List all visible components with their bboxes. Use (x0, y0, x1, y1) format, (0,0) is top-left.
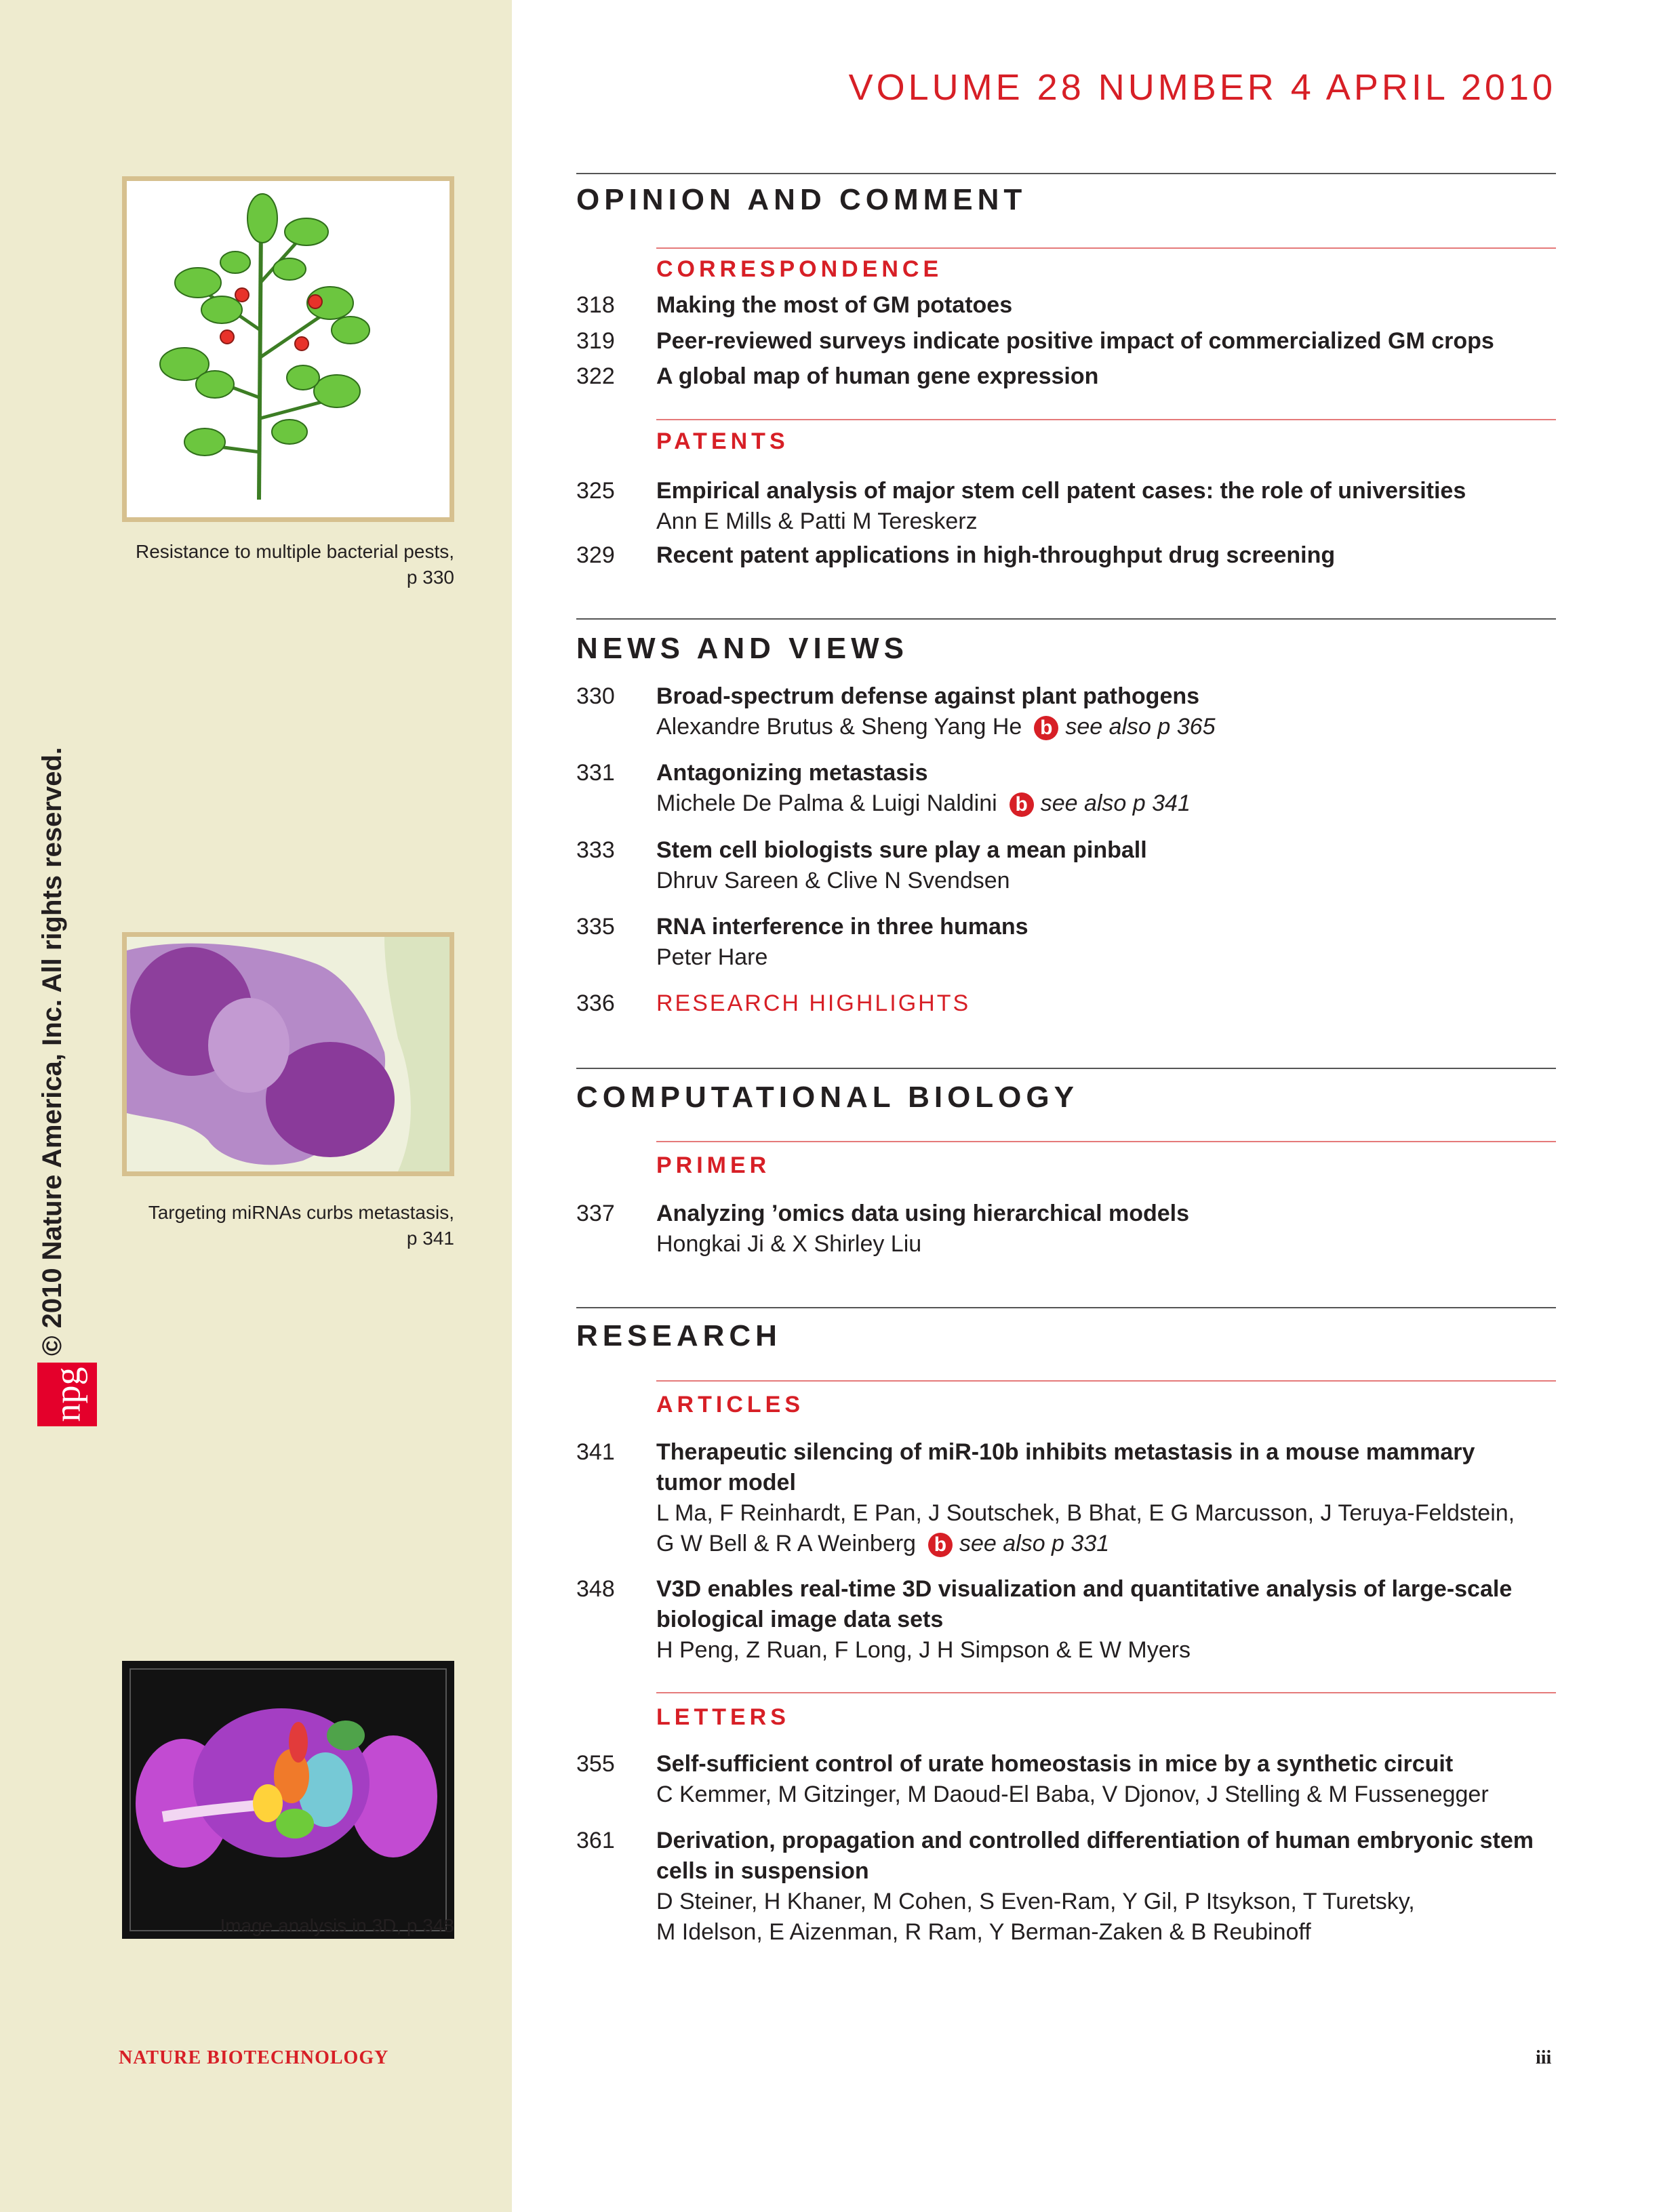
toc-entry[interactable] (576, 476, 1556, 537)
entry-page: 322 (576, 363, 615, 389)
entry-title: Empirical analysis of major stem cell patent cases: the role of universities (656, 478, 1466, 504)
toc-entry[interactable] (576, 361, 1556, 392)
entry-title: A global map of human gene expression (656, 363, 1099, 389)
toc-entry[interactable] (576, 912, 1556, 973)
toc-entry[interactable] (576, 540, 1556, 571)
subsection-title-articles: ARTICLES (656, 1392, 804, 1417)
entry-authors: Michele De Palma & Luigi Naldini (656, 790, 997, 816)
toc-entry[interactable] (576, 1199, 1556, 1260)
npg-logo-text: npg (47, 1367, 87, 1422)
entry-title: Recent patent applications in high-throughput drug screening (656, 542, 1336, 568)
subsection-title-primer: PRIMER (656, 1152, 771, 1178)
toc-entry[interactable] (576, 1749, 1556, 1810)
toc-entry[interactable] (576, 758, 1556, 819)
entry-title: Derivation, propagation and controlled differentiation of human embryonic stem (656, 1828, 1534, 1853)
entry-authors: D Steiner, H Khaner, M Cohen, S Even-Ram, Y Gil, P Itsykson, T Turetsky, (656, 1889, 1415, 1914)
subsection-title-letters: LETTERS (656, 1704, 790, 1730)
see-also-badge-icon: b (1034, 716, 1058, 740)
entry-title: V3D enables real-time 3D visualization and quantitative analysis of large-scale (656, 1576, 1513, 1602)
toc-entry[interactable] (576, 326, 1556, 357)
entry-page: 335 (576, 914, 615, 940)
see-also-badge-icon: b (928, 1533, 953, 1557)
entry-page: 333 (576, 837, 615, 863)
entry-page: 355 (576, 1751, 615, 1777)
see-also-badge-icon: b (1010, 792, 1034, 817)
entry-title: Making the most of GM potatoes (656, 292, 1013, 318)
section-title-news: NEWS AND VIEWS (576, 632, 908, 665)
figure-caption-1 (102, 539, 454, 590)
entry-page: 331 (576, 760, 615, 786)
entry-page: 337 (576, 1201, 615, 1226)
subsection-divider (656, 419, 1556, 420)
entry-page: 319 (576, 328, 615, 354)
entry-page: 341 (576, 1439, 615, 1465)
section-title-opinion: OPINION AND COMMENT (576, 183, 1027, 216)
entry-authors: Peter Hare (656, 944, 768, 970)
entry-page: 325 (576, 478, 615, 504)
subsection-divider (656, 1380, 1556, 1382)
see-also-link[interactable]: see also p 341 (1040, 790, 1191, 816)
plant-figure (122, 176, 454, 522)
brain-3d-figure (122, 1661, 454, 1939)
section-divider (576, 618, 1556, 620)
toc-entry[interactable] (576, 988, 1556, 1019)
entry-title: Antagonizing metastasis (656, 760, 928, 786)
entry-title: tumor model (656, 1470, 796, 1495)
toc-entry[interactable] (576, 835, 1556, 896)
entry-page: 329 (576, 542, 615, 568)
entry-authors: Hongkai Ji & X Shirley Liu (656, 1231, 922, 1257)
section-divider (576, 1068, 1556, 1069)
section-divider (576, 1307, 1556, 1308)
entry-authors: M Idelson, E Aizenman, R Ram, Y Berman-Zaken & B Reubinoff (656, 1919, 1311, 1945)
tissue-figure (122, 932, 454, 1176)
entry-authors: L Ma, F Reinhardt, E Pan, J Soutschek, B Bhat, E G Marcusson, J Teruya-Feldstein, (656, 1500, 1515, 1526)
toc-entry[interactable] (576, 1574, 1556, 1666)
caption-line: Targeting miRNAs curbs metastasis, (148, 1202, 454, 1223)
toc-entry[interactable] (576, 1826, 1556, 1948)
figure-caption-2 (102, 1200, 454, 1251)
section-title-computational: COMPUTATIONAL BIOLOGY (576, 1081, 1079, 1114)
entry-authors: H Peng, Z Ruan, F Long, J H Simpson & E W Myers (656, 1637, 1191, 1663)
entry-page: 348 (576, 1576, 615, 1602)
figure-caption-3 (102, 1913, 454, 1939)
toc-entry[interactable] (576, 681, 1556, 742)
subsection-divider (656, 1141, 1556, 1142)
section-title-research: RESEARCH (576, 1319, 782, 1352)
caption-line: p 341 (406, 1228, 454, 1249)
entry-title: Stem cell biologists sure play a mean pinball (656, 837, 1147, 863)
page-number: iii (1536, 2047, 1552, 2068)
toc-entry[interactable] (576, 1437, 1556, 1559)
entry-authors: Dhruv Sareen & Clive N Svendsen (656, 868, 1010, 893)
caption-line: Resistance to multiple bacterial pests, (136, 541, 454, 562)
journal-name: NATURE BIOTECHNOLOGY (119, 2047, 389, 2068)
entry-page: 318 (576, 292, 615, 318)
brain-3d-render-icon (122, 1661, 454, 1939)
section-divider (576, 173, 1556, 174)
entry-title: Broad-spectrum defense against plant pathogens (656, 683, 1200, 709)
entry-title: Self-sufficient control of urate homeostasis in mice by a synthetic circuit (656, 1751, 1454, 1777)
entry-title: Analyzing ’omics data using hierarchical models (656, 1201, 1190, 1226)
entry-page: 330 (576, 683, 615, 709)
entry-title: RNA interference in three humans (656, 914, 1028, 940)
entry-title: Peer-reviewed surveys indicate positive impact of commercialized GM crops (656, 328, 1494, 354)
subsection-title-patents: PATENTS (656, 428, 789, 454)
entry-title: biological image data sets (656, 1607, 944, 1632)
entry-title: RESEARCH HIGHLIGHTS (656, 990, 971, 1016)
subsection-title-correspondence: CORRESPONDENCE (656, 256, 943, 282)
entry-authors: Ann E Mills & Patti M Tereskerz (656, 508, 978, 534)
plant-illustration-icon (127, 181, 450, 517)
copyright-notice: © 2010 Nature America, Inc. All rights reserved. (37, 746, 67, 1356)
toc-entry[interactable] (576, 290, 1556, 321)
caption-line: p 330 (406, 567, 454, 588)
see-also-link[interactable]: see also p 331 (959, 1531, 1110, 1556)
entry-page: 361 (576, 1828, 615, 1853)
tissue-micrograph-icon (127, 937, 450, 1171)
subsection-divider (656, 1692, 1556, 1693)
caption-line: Image analysis in 3D, p 348 (220, 1915, 454, 1936)
entry-authors: G W Bell & R A Weinberg (656, 1531, 916, 1556)
volume-line: VOLUME 28 NUMBER 4 APRIL 2010 (848, 67, 1556, 108)
entry-authors: Alexandre Brutus & Sheng Yang He (656, 714, 1022, 740)
entry-authors: C Kemmer, M Gitzinger, M Daoud-El Baba, V Djonov, J Stelling & M Fussenegger (656, 1782, 1489, 1807)
npg-logo (37, 1363, 97, 1426)
entry-title: Therapeutic silencing of miR-10b inhibits metastasis in a mouse mammary (656, 1439, 1475, 1465)
entry-title: cells in suspension (656, 1858, 869, 1884)
subsection-divider (656, 247, 1556, 249)
entry-page: 336 (576, 990, 615, 1016)
see-also-link[interactable]: see also p 365 (1065, 714, 1216, 740)
